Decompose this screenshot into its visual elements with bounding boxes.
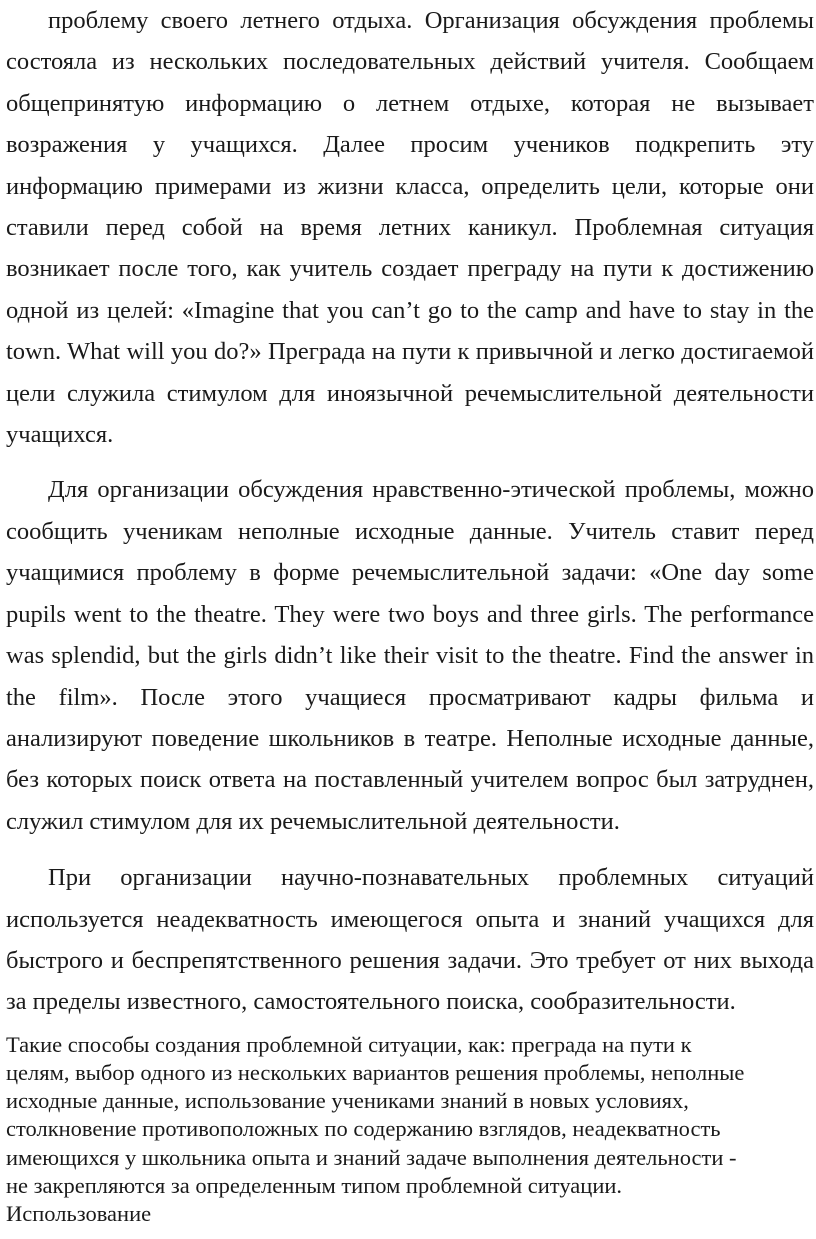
summary-line: имеющихся у школьника опыта и знаний задаче выполнения деятельности - [6,1144,737,1170]
summary-line: исходные данные, использование учениками знаний в новых условиях, [6,1088,689,1114]
summary-line: целям, выбор одного из нескольких вариантов решения проблемы, неполные [6,1059,745,1085]
summary-line: не закрепляются за определенным типом проблемной ситуации. [6,1172,623,1198]
paragraph-moral-ethical-problem: Для организации обсуждения нравственно-этической проблемы, можно сообщить ученикам неполные исходные данные. Учитель ставит перед учащимися проблему в форме речемыслительной задачи: «One day some pupils went to the theatre. They were two boys and three girls. The performance was splendid, but the girls didn’t like their visit to the theatre. Find the answer in the film». После этого учащиеся просматривают кадры фильма и анализируют поведение школьников в театре. Неполные исходные данные, без которых поиск ответа на поставленный учителем вопрос был затруднен, служил стимулом для их речемыслительной деятельности. [6,476,814,835]
summary-line: столкновение противоположных по содержанию взглядов, неадекватность [6,1116,721,1142]
paragraph-summer-rest-problem: проблему своего летнего отдыха. Организация обсуждения проблемы состояла из нескольких последовательных действий учителя. Сообщаем общепринятую информацию о летнем отдыхе, которая не вызывает возражения у учащихся. Далее просим учеников подкрепить эту информацию примерами из жизни класса, определить цели, которые они ставили перед собой на время летних каникул. Проблемная ситуация возникает после того, как учитель создает преграду на пути к достижению одной из целей: «Imagine that you can’t go to the camp and have to stay in the town. What will you do?» Преграда на пути к привычной и легко достигаемой цели служила стимулом для иноязычной речемыслительной деятельности учащихся. [6,7,814,449]
summary-line: Использование [6,1200,152,1226]
paragraph-scientific-cognitive-situations: При организации научно-познавательных проблемных ситуаций используется неадекватность имеющегося опыта и знаний учащихся для быстрого и беспрепятственного решения задачи. Это требует от них выхода за пределы известного, самостоятельного поиска, сообразительности. [6,864,814,1016]
paragraph-methods-summary [6,1031,806,1228]
document-page [6,0,814,1228]
summary-line: Такие способы создания проблемной ситуации, как: преграда на пути к [6,1031,692,1057]
